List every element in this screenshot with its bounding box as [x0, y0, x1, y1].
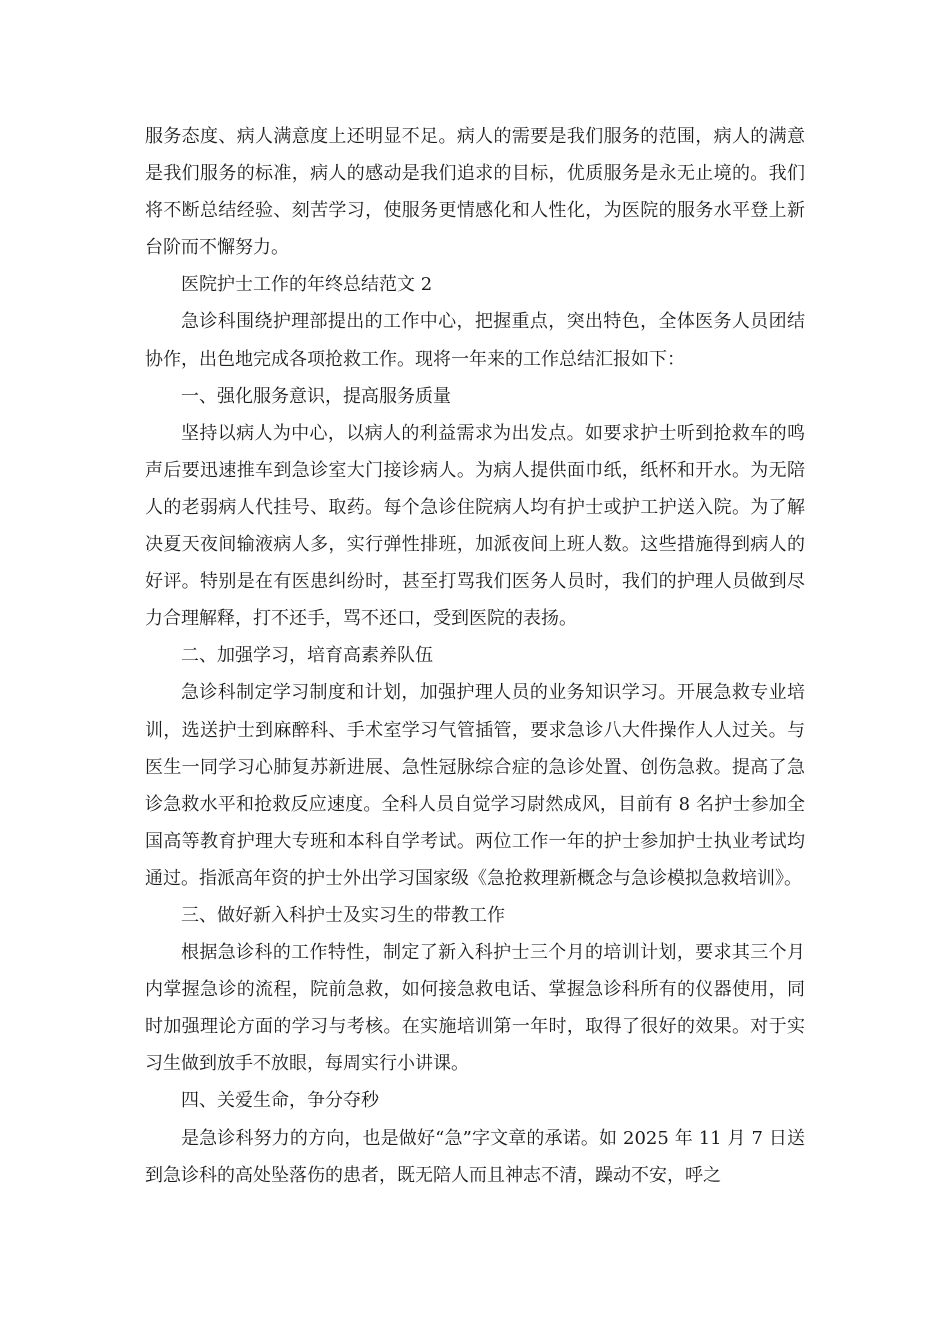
paragraph-patient-centered: 坚持以病人为中心，以病人的利益需求为出发点。如要求护士听到抢救车的鸣声后要迅速推车到急诊室大门接诊病人。为病人提供面巾纸，纸杯和开水。为无陪人的老弱病人代挂号、取药。每个急诊住院病人均有护士或护工护送入院。为了解决夏天夜间输液病人多，实行弹性排班，加派夜间上班人数。这些措施得到病人的好评。特别是在有医患纠纷时，甚至打骂我们医务人员时，我们的护理人员做到尽力合理解释，打不还手，骂不还口，受到医院的表扬。	[145, 422, 805, 630]
document-body	[145, 118, 805, 1194]
paragraph-intro: 急诊科围绕护理部提出的工作中心，把握重点，突出特色，全体医务人员团结协作，出色地完成各项抢救工作。现将一年来的工作总结汇报如下：	[145, 311, 805, 370]
paragraph-training: 急诊科制定学习制度和计划，加强护理人员的业务知识学习。开展急救专业培训，选送护士到麻醉科、手术室学习气管插管，要求急诊八大件操作人人过关。与医生一同学习心肺复苏新进展、急性冠脉综合症的急诊处置、创伤急救。提高了急诊急救水平和抢救反应速度。全科人员自觉学习尉然成风，目前有 8 名护士参加全国高等教育护理大专班和本科自学考试。两位工作一年的护士参加护士执业考试均通过。指派高年资的护士外出学习国家级《急抢救理新概念与急诊模拟急救培训》。	[145, 682, 805, 889]
heading-strengthen-learning: 二、加强学习，培育高素养队伍	[181, 645, 433, 667]
paragraph-training-plan: 根据急诊科的工作特性，制定了新入科护士三个月的培训计划，要求其三个月内掌握急诊的流程，院前急救，如何接急救电话、掌握急诊科所有的仪器使用，同时加强理论方面的学习与考核。在实施培训第一年时，取得了很好的效果。对于实习生做到放手不放眼，每周实行小讲课。	[145, 942, 805, 1075]
heading-care-for-life: 四、关爱生命，争分夺秒	[181, 1090, 379, 1112]
heading-service-awareness: 一、强化服务意识，提高服务质量	[181, 385, 451, 407]
paragraph-emergency-case: 是急诊科努力的方向，也是做好“急”字文章的承诺。如 2025 年 11 月 7 日送到急诊科的高处坠落伤的患者，既无陪人而且神志不清，躁动不安，呼之	[145, 1127, 805, 1186]
paragraph-service-attitude: 服务态度、病人满意度上还明显不足。病人的需要是我们服务的范围，病人的满意是我们服务的标准，病人的感动是我们追求的目标，优质服务是永无止境的。我们将不断总结经验、刻苦学习，使服务更情感化和人性化，为医院的服务水平登上新台阶而不懈努力。	[145, 126, 805, 259]
heading-new-nurse-teaching: 三、做好新入科护士及实习生的带教工作	[181, 904, 505, 926]
section-title-summary-2: 医院护士工作的年终总结范文 2	[181, 274, 433, 296]
